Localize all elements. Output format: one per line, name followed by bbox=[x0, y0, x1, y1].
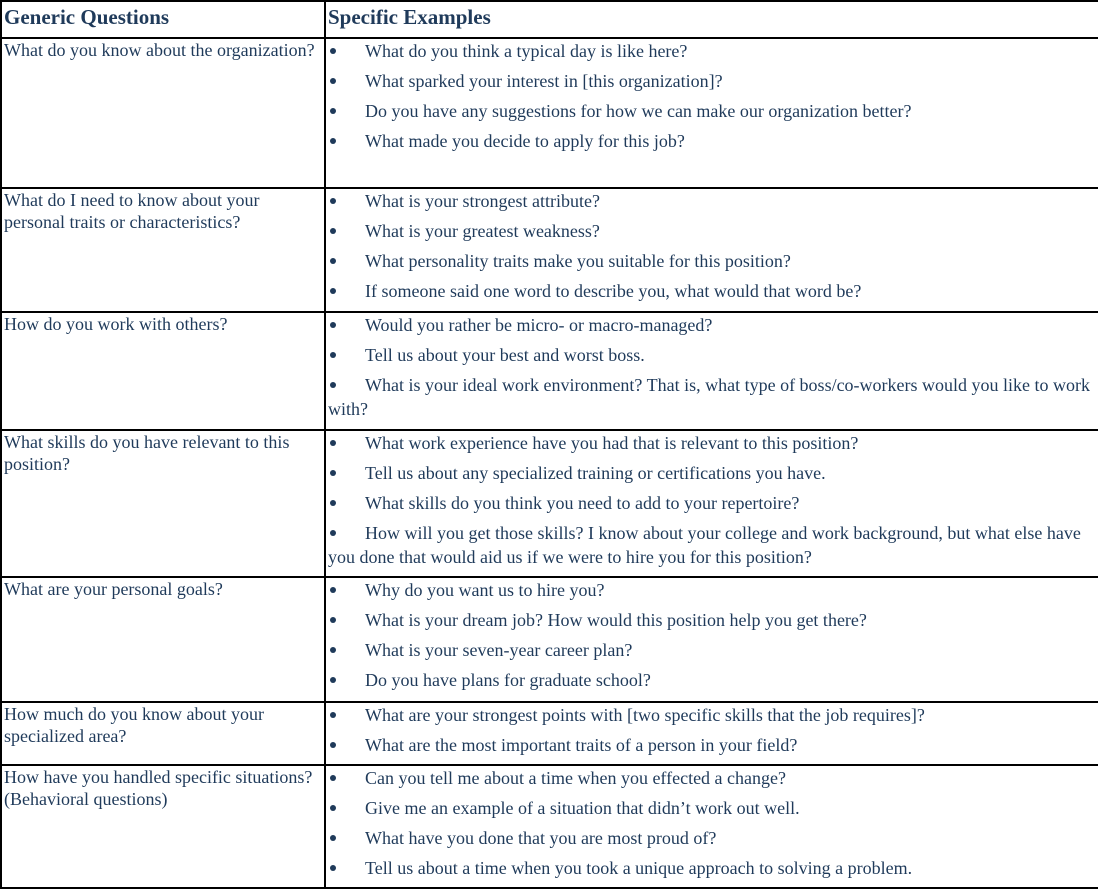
example-list bbox=[328, 189, 1098, 309]
example-text: What personality traits make you suitable for this position? bbox=[365, 250, 791, 271]
bullet-icon bbox=[330, 805, 336, 811]
example-item bbox=[328, 491, 1098, 521]
example-item bbox=[328, 733, 1098, 763]
example-item bbox=[328, 69, 1098, 99]
example-text: What sparked your interest in [this organization]? bbox=[365, 71, 723, 91]
example-item bbox=[328, 189, 1098, 219]
bullet-icon bbox=[330, 322, 336, 328]
bullet-icon bbox=[330, 138, 336, 144]
specific-examples-cell bbox=[325, 188, 1098, 312]
bullet-icon bbox=[330, 530, 336, 536]
example-item bbox=[328, 608, 1098, 638]
example-text: What is your ideal work environment? That is, what type of boss/co-workers would you like to work with? bbox=[328, 375, 1091, 420]
example-text: What is your dream job? How would this position help you get there? bbox=[365, 610, 867, 631]
bullet-icon bbox=[330, 470, 336, 476]
bullet-icon bbox=[330, 835, 336, 841]
example-list bbox=[328, 578, 1098, 698]
generic-question: How much do you know about your specialized area? bbox=[1, 702, 325, 765]
example-item bbox=[328, 373, 1098, 427]
bullet-icon bbox=[330, 352, 336, 358]
example-text: What made you decide to apply for this job? bbox=[365, 131, 685, 151]
example-item bbox=[328, 99, 1098, 129]
example-list bbox=[328, 766, 1098, 886]
example-text: What have you done that you are most proud of? bbox=[365, 827, 717, 848]
generic-question: What are your personal goals? bbox=[1, 577, 325, 701]
example-list bbox=[328, 703, 1098, 763]
example-text: What do you think a typical day is like here? bbox=[365, 41, 688, 61]
specific-examples-cell bbox=[325, 577, 1098, 701]
example-text: What work experience have you had that is relevant to this position? bbox=[365, 432, 859, 453]
example-list bbox=[328, 313, 1098, 427]
example-text: Give me an example of a situation that didn’t work out well. bbox=[365, 797, 800, 818]
header-row bbox=[1, 1, 1098, 38]
example-item bbox=[328, 129, 1098, 159]
example-item bbox=[328, 343, 1098, 373]
example-text: What is your greatest weakness? bbox=[365, 220, 600, 241]
example-item bbox=[328, 279, 1098, 309]
example-item bbox=[328, 826, 1098, 856]
bullet-icon bbox=[330, 48, 336, 54]
bullet-icon bbox=[330, 677, 336, 683]
bullet-icon bbox=[330, 865, 336, 871]
specific-examples-cell bbox=[325, 38, 1098, 188]
header-generic-questions: Generic Questions bbox=[1, 1, 325, 38]
generic-question: How have you handled specific situations? (Behavioral questions) bbox=[1, 765, 325, 889]
bullet-icon bbox=[330, 712, 336, 718]
bullet-icon bbox=[330, 617, 336, 623]
example-text: Would you rather be micro- or macro-managed? bbox=[365, 315, 713, 336]
bullet-icon bbox=[330, 382, 336, 388]
bullet-icon bbox=[330, 742, 336, 748]
example-item bbox=[328, 313, 1098, 343]
example-text: What are the most important traits of a person in your field? bbox=[365, 734, 798, 755]
example-item bbox=[328, 249, 1098, 279]
table-row bbox=[1, 312, 1098, 429]
specific-examples-cell bbox=[325, 702, 1098, 765]
example-text: What are your strongest points with [two specific skills that the job requires]? bbox=[365, 704, 925, 725]
bullet-icon bbox=[330, 78, 336, 84]
table-row bbox=[1, 702, 1098, 765]
specific-examples-cell bbox=[325, 765, 1098, 889]
table-row bbox=[1, 430, 1098, 578]
specific-examples-cell bbox=[325, 430, 1098, 578]
example-item bbox=[328, 668, 1098, 698]
example-text: If someone said one word to describe you, what would that word be? bbox=[365, 280, 862, 301]
bullet-icon bbox=[330, 647, 336, 653]
header-specific-examples: Specific Examples bbox=[325, 1, 1098, 38]
example-item bbox=[328, 219, 1098, 249]
table-row bbox=[1, 38, 1098, 188]
table-row bbox=[1, 577, 1098, 701]
example-item bbox=[328, 578, 1098, 608]
generic-question: What skills do you have relevant to this position? bbox=[1, 430, 325, 578]
table-row bbox=[1, 188, 1098, 312]
generic-question: How do you work with others? bbox=[1, 312, 325, 429]
generic-question: What do you know about the organization? bbox=[1, 38, 325, 188]
bullet-icon bbox=[330, 775, 336, 781]
bullet-icon bbox=[330, 288, 336, 294]
bullet-icon bbox=[330, 587, 336, 593]
example-list bbox=[328, 431, 1098, 575]
example-text: Tell us about your best and worst boss. bbox=[365, 345, 645, 366]
example-text: Can you tell me about a time when you effected a change? bbox=[365, 767, 787, 788]
example-text: How will you get those skills? I know about your college and work background, but what else have you done that would aid us if we were to hire you for this position? bbox=[328, 522, 1081, 567]
example-text: Do you have any suggestions for how we can make our organization better? bbox=[365, 101, 912, 121]
bullet-icon bbox=[330, 228, 336, 234]
bullet-icon bbox=[330, 198, 336, 204]
example-item bbox=[328, 703, 1098, 733]
table-row bbox=[1, 765, 1098, 889]
example-item bbox=[328, 521, 1098, 575]
example-text: What skills do you think you need to add to your repertoire? bbox=[365, 492, 800, 513]
specific-examples-cell bbox=[325, 312, 1098, 429]
example-item bbox=[328, 39, 1098, 69]
example-text: Tell us about a time when you took a unique approach to solving a problem. bbox=[365, 857, 913, 878]
example-item bbox=[328, 461, 1098, 491]
example-item bbox=[328, 856, 1098, 886]
example-text: Do you have plans for graduate school? bbox=[365, 670, 651, 691]
example-item bbox=[328, 796, 1098, 826]
example-text: Tell us about any specialized training or certifications you have. bbox=[365, 462, 826, 483]
example-text: What is your seven-year career plan? bbox=[365, 640, 633, 661]
example-item bbox=[328, 766, 1098, 796]
example-item bbox=[328, 431, 1098, 461]
bullet-icon bbox=[330, 500, 336, 506]
generic-question: What do I need to know about your personal traits or characteristics? bbox=[1, 188, 325, 312]
example-text: Why do you want us to hire you? bbox=[365, 580, 605, 601]
bullet-icon bbox=[330, 108, 336, 114]
bullet-icon bbox=[330, 258, 336, 264]
example-item bbox=[328, 638, 1098, 668]
example-text: What is your strongest attribute? bbox=[365, 190, 600, 211]
bullet-icon bbox=[330, 440, 336, 446]
example-list bbox=[328, 39, 1098, 159]
